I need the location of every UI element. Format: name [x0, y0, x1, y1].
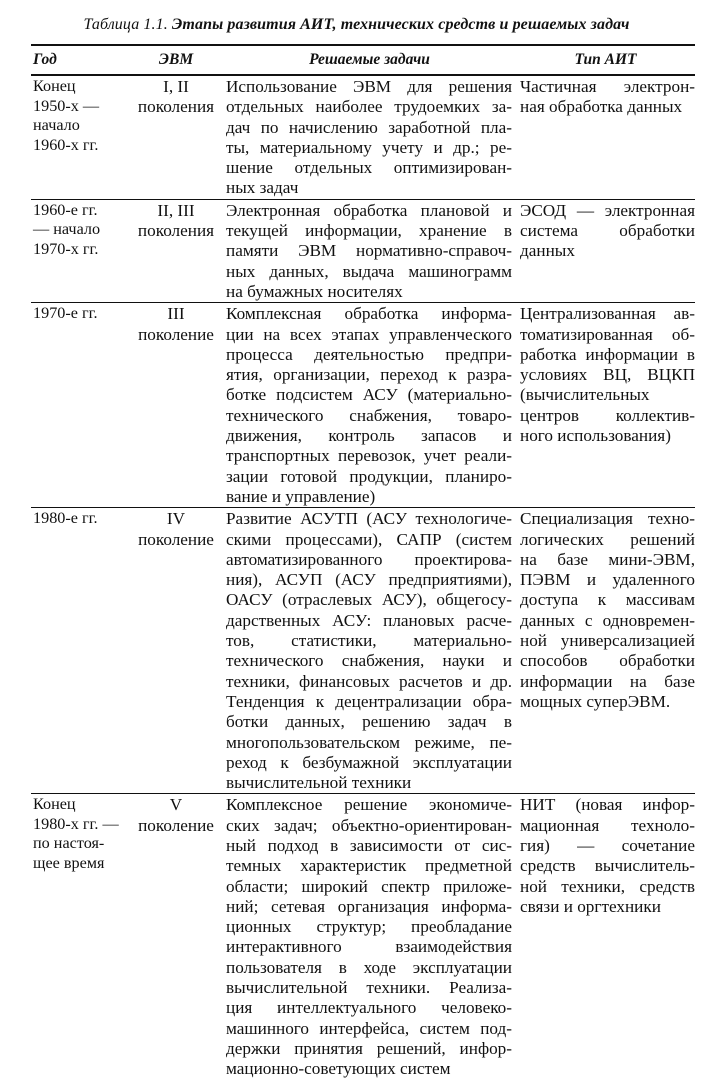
- cell-year: [31, 76, 129, 199]
- cell-tasks: [223, 508, 516, 793]
- cell-line: ты, материальному учету и др.; ре-: [226, 137, 512, 157]
- cell-line: IV: [166, 509, 186, 529]
- table-caption: [0, 16, 713, 34]
- cell-line: пользователя в ходе эксплуатации: [226, 957, 512, 977]
- cell-line: Электронная обработка плановой и: [226, 200, 512, 220]
- header-evm: ЭВМ: [158, 51, 194, 68]
- cell-line: многопользовательском режиме, пе-: [226, 732, 512, 752]
- cell-line: логических решений: [520, 529, 695, 549]
- header-ait-type: Тип АИТ: [574, 51, 637, 68]
- table-row: [31, 200, 695, 303]
- cell-line: 1970-е гг.: [33, 304, 98, 323]
- cell-line: ний; сетевая организация информа-: [226, 896, 512, 916]
- cell-line: Комплексная обработка информа-: [226, 304, 512, 324]
- cell-ait-type: [516, 303, 695, 507]
- cell-line: гия) — сочетание: [520, 835, 695, 855]
- cell-line: Частичная электрон-: [520, 77, 695, 96]
- caption-title: Этапы развития АИТ, технических средств и решаемых задач: [171, 16, 630, 33]
- cell-line: мощных суперЭВМ.: [520, 691, 671, 711]
- cell-line: темных характеристик предметной: [226, 856, 512, 876]
- cell-ait-type: [516, 200, 695, 302]
- cell-line: данных с одновремен-: [520, 610, 695, 630]
- cell-line: связи и оргтехники: [520, 896, 661, 916]
- cell-line: ной универсализацией: [520, 631, 695, 651]
- cell-line: отдельных наиболее трудоемких за-: [226, 97, 512, 117]
- cell-line: Конец: [33, 795, 76, 814]
- cell-evm: [129, 200, 223, 302]
- cell-line: 1960-е гг.: [33, 200, 98, 219]
- cell-evm: [129, 794, 223, 1079]
- cell-line: V: [169, 795, 183, 815]
- cell-line: III: [167, 304, 185, 324]
- cell-line: дач по начислению заработной пла-: [226, 117, 512, 137]
- cell-line: техники, финансовых расчетов и др.: [226, 671, 512, 691]
- cell-line: ятия, организации, переход к разра-: [226, 365, 512, 385]
- cell-line: Комплексное решение экономиче-: [226, 795, 512, 815]
- cell-line: мационно-советующих систем: [226, 1059, 451, 1079]
- cell-line: движения, контроль запасов и: [226, 426, 512, 446]
- cell-line: ных данных, выдача машинограмм: [226, 261, 512, 281]
- cell-ait-type: [516, 76, 695, 199]
- cell-evm: [129, 303, 223, 507]
- cell-line: томатизированная об-: [520, 324, 695, 344]
- cell-line: на базе мини-ЭВМ,: [520, 549, 695, 569]
- header-tasks: Решаемые задачи: [309, 51, 430, 68]
- cell-line: ОАСУ (отраслевых АСУ), общегосу-: [226, 590, 512, 610]
- cell-tasks: [223, 303, 516, 507]
- cell-line: ботки данных, решению задач в: [226, 712, 512, 732]
- cell-line: щее время: [33, 853, 105, 872]
- cell-line: система обработки: [520, 221, 695, 241]
- cell-evm: [129, 76, 223, 199]
- cell-line: ских задач; объектно-ориентирован-: [226, 815, 512, 835]
- cell-line: процесса деятельностью предпри-: [226, 344, 512, 364]
- cell-line: Централизованная ав-: [520, 304, 695, 324]
- cell-line: центров коллектив-: [520, 405, 695, 425]
- cell-line: области; широкий спектр приложе-: [226, 876, 512, 896]
- cell-line: зации готовой продукции, планиро-: [226, 466, 512, 486]
- cell-line: ния), АСУП (АСУ предприятиями),: [226, 570, 512, 590]
- cell-line: вычислительной техники: [226, 773, 412, 793]
- cell-line: I, II: [163, 77, 189, 96]
- cell-line: — начало: [33, 220, 101, 239]
- cell-line: Развитие АСУТП (АСУ технологиче-: [226, 509, 512, 529]
- cell-line: реход к безбумажной эксплуатации: [226, 752, 512, 772]
- table-header-row: [31, 46, 695, 76]
- cell-line: ция интеллектуального человеко-: [226, 998, 512, 1018]
- cell-line: технического снабжения, товаро-: [226, 405, 512, 425]
- cell-line: начало: [33, 116, 80, 134]
- cell-tasks: [223, 794, 516, 1079]
- cell-line: транспортных перевозок, учет реали-: [226, 446, 512, 466]
- table-row: [31, 76, 695, 200]
- cell-line: ной техники, средств: [520, 876, 695, 896]
- cell-line: НИТ (новая инфор-: [520, 795, 695, 815]
- cell-line: на бумажных носителях: [226, 281, 403, 301]
- cell-line: доступа к массивам: [520, 590, 695, 610]
- cell-line: 1970-х гг.: [33, 239, 99, 258]
- table-row: [31, 508, 695, 794]
- cell-line: (вычислительных: [520, 385, 650, 405]
- cell-line: Тенденция к децентрализации обра-: [226, 691, 512, 711]
- cell-line: держки принятия решений, инфор-: [226, 1038, 512, 1058]
- cell-line: ная обработка данных: [520, 97, 683, 117]
- cell-line: скими процессами), САПР (систем: [226, 529, 512, 549]
- cell-line: ционных структур; преобладание: [226, 917, 512, 937]
- cell-line: Использование ЭВМ для решения: [226, 77, 512, 96]
- cell-year: [31, 508, 129, 793]
- cell-ait-type: [516, 508, 695, 793]
- cell-line: шение отдельных оптимизирован-: [226, 158, 512, 178]
- cell-line: способов обработки: [520, 651, 695, 671]
- cell-tasks: [223, 200, 516, 302]
- cell-year: [31, 303, 129, 507]
- cell-line: ный подход в зависимости от сис-: [226, 835, 512, 855]
- cell-line: поколение: [138, 815, 214, 835]
- cell-line: тов, статистики, материально-: [226, 631, 512, 651]
- cell-line: работка информации в: [520, 344, 695, 364]
- stages-table: [31, 44, 695, 1080]
- table-row: [31, 794, 695, 1079]
- cell-tasks: [223, 76, 516, 199]
- cell-line: вание и управление): [226, 486, 376, 506]
- cell-line: информации на базе: [520, 671, 695, 691]
- cell-line: ПЭВМ и удаленного: [520, 570, 695, 590]
- cell-line: II, III: [157, 200, 195, 220]
- cell-line: ботке подсистем АСУ (материально-: [226, 385, 512, 405]
- cell-year: [31, 794, 129, 1079]
- cell-line: машинного интерфейса, систем под-: [226, 1018, 512, 1038]
- cell-line: поколение: [138, 324, 214, 344]
- cell-line: автоматизированного проектирова-: [226, 549, 512, 569]
- cell-line: памяти ЭВМ нормативно-справоч-: [226, 241, 512, 261]
- cell-line: условиях ВЦ, ВЦКП: [520, 365, 695, 385]
- cell-line: поколение: [138, 529, 214, 549]
- cell-line: средств вычислитель-: [520, 856, 695, 876]
- cell-line: Специализация техно-: [520, 509, 695, 529]
- cell-line: данных: [520, 241, 575, 261]
- cell-evm: [129, 508, 223, 793]
- cell-year: [31, 200, 129, 302]
- cell-line: 1980-е гг.: [33, 509, 98, 528]
- table-row: [31, 303, 695, 508]
- table-body: [31, 76, 695, 1080]
- header-year: Год: [33, 51, 57, 68]
- cell-line: ного использования): [520, 426, 671, 446]
- cell-line: 1980-х гг. —: [33, 814, 119, 833]
- cell-line: по настоя-: [33, 834, 105, 853]
- cell-line: дарственных АСУ: плановых расче-: [226, 610, 512, 630]
- cell-line: мационная техноло-: [520, 815, 695, 835]
- cell-line: поколения: [137, 97, 215, 117]
- cell-line: ных задач: [226, 178, 299, 198]
- cell-line: 1960-х гг.: [33, 135, 99, 154]
- cell-line: ции на всех этапах управленческого: [226, 324, 512, 344]
- caption-prefix: Таблица 1.1.: [83, 16, 168, 33]
- cell-line: поколения: [137, 221, 215, 241]
- cell-line: 1950-х —: [33, 96, 100, 115]
- cell-line: интерактивного взаимодействия: [226, 937, 512, 957]
- cell-line: ЭСОД — электронная: [520, 200, 695, 220]
- cell-line: технического снабжения, науки и: [226, 651, 512, 671]
- cell-line: вычислительной техники. Реализа-: [226, 978, 512, 998]
- cell-ait-type: [516, 794, 695, 1079]
- cell-line: текущей информации, хранение в: [226, 221, 512, 241]
- cell-line: Конец: [33, 77, 76, 95]
